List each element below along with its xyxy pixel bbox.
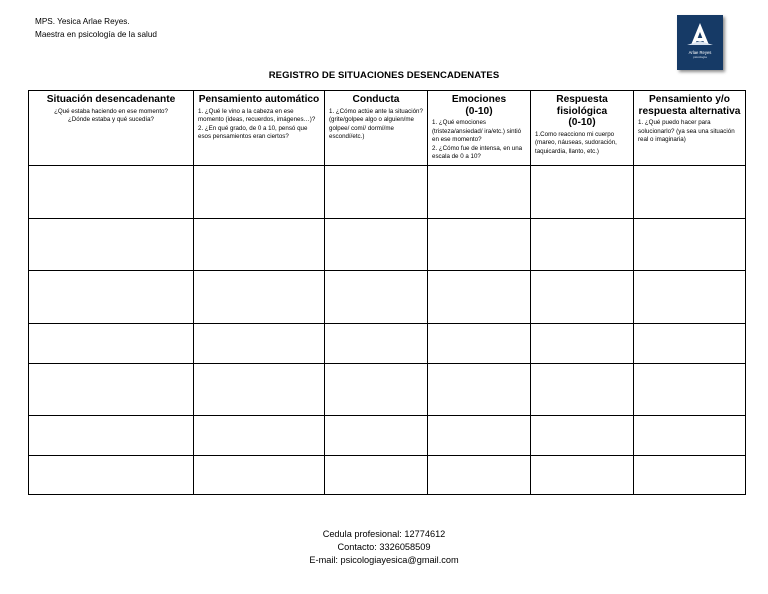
entry-cell[interactable] [634,416,746,456]
entry-cell[interactable] [194,219,325,271]
entry-cell[interactable] [29,324,194,364]
column-description: ¿Qué estaba haciendo en ese momento? ¿Dónde estaba y qué sucedía? [54,107,168,124]
entry-cell[interactable] [634,271,746,324]
entry-cell[interactable] [29,271,194,324]
entry-cell[interactable] [29,456,194,495]
author-name: MPS. Yesica Arlae Reyes. [35,17,130,26]
entry-cell[interactable] [634,219,746,271]
entry-cell[interactable] [194,416,325,456]
table-body [29,166,746,495]
column-title: Conducta [352,94,400,105]
entry-cell[interactable] [325,364,428,416]
entry-cell[interactable] [531,166,634,219]
entry-cell[interactable] [325,416,428,456]
registro-table [28,90,746,495]
contact-phone: Contacto: 3326058509 [337,542,431,552]
entry-cell[interactable] [29,364,194,416]
entry-cell[interactable] [428,166,531,219]
logo-subtitle: psicología [693,55,707,59]
entry-cell[interactable] [634,456,746,495]
contact-footer [0,528,768,567]
column-title: Pensamiento automático [198,94,320,105]
column-description: 1.Como reacciono mi cuerpo (mareo, náuseas, sudoración, taquicardia, llanto, etc.) [535,130,617,155]
entry-cell[interactable] [325,219,428,271]
column-header-pensamiento [194,91,325,166]
column-title: Pensamiento y/o [649,94,730,105]
column-subtitle: respuesta alternativa [638,105,741,117]
column-title: Emociones [451,94,507,105]
entry-cell[interactable] [428,416,531,456]
entry-cell[interactable] [531,324,634,364]
entry-cell[interactable] [531,416,634,456]
column-subtitle: (0-10) [568,117,596,128]
entry-cell[interactable] [194,364,325,416]
table-row [29,219,746,271]
entry-cell[interactable] [194,166,325,219]
document-title: REGISTRO DE SITUACIONES DESENCADENATES [268,70,500,81]
entry-cell[interactable] [531,219,634,271]
entry-cell[interactable] [325,271,428,324]
entry-cell[interactable] [194,324,325,364]
table-row [29,456,746,495]
entry-cell[interactable] [325,456,428,495]
cedula-text: Cedula profesional: 12774612 [322,529,446,539]
author-block [35,15,157,41]
column-header-emociones [428,91,531,166]
column-header-conducta [325,91,428,166]
column-description: 1. ¿Qué emociones (tristeza/ansiedad/ ira/etc.) sintió en ese momento? 2. ¿Cómo fue de intensa, en una escala de 0 a 10? [432,119,523,161]
entry-cell[interactable] [531,456,634,495]
entry-cell[interactable] [634,166,746,219]
column-description: 1. ¿Qué le vino a la cabeza en ese momento (ideas, recuerdos, imágenes…)? 2. ¿En qué grado, de 0 a 10, pensó que esos pensamientos eran ciertos? [198,107,316,141]
table-row [29,166,746,219]
column-subtitle: (0-10) [465,105,493,117]
table-header-row [29,91,746,166]
entry-cell[interactable] [325,166,428,219]
column-header-situacion [29,91,194,166]
entry-cell[interactable] [428,219,531,271]
contact-email[interactable]: E-mail: psicologiayesica@gmail.com [309,555,459,565]
entry-cell[interactable] [428,456,531,495]
table-row [29,271,746,324]
brand-logo [677,15,723,70]
entry-cell[interactable] [428,324,531,364]
entry-cell[interactable] [29,416,194,456]
entry-cell[interactable] [428,364,531,416]
entry-cell[interactable] [194,456,325,495]
logo-name: Arlae Reyes [688,50,712,55]
entry-cell[interactable] [29,166,194,219]
table-row [29,324,746,364]
entry-cell[interactable] [325,324,428,364]
column-title: Respuesta fisiológica [556,94,608,117]
entry-cell[interactable] [428,271,531,324]
entry-cell[interactable] [634,324,746,364]
logo-a-icon [677,21,723,49]
table-row [29,416,746,456]
column-description: 1. ¿Qué puedo hacer para solucionarlo? (ya sea una situación real o imaginaria) [638,119,735,144]
entry-cell[interactable] [531,364,634,416]
entry-cell[interactable] [194,271,325,324]
entry-cell[interactable] [531,271,634,324]
column-description: 1. ¿Cómo actúe ante la situación? (grite/golpee algo o alguien/me golpee/ comí/ dormí/me escondí/etc.) [329,107,423,141]
author-profession: Maestra en psicología de la salud [35,30,157,39]
column-header-pensamiento-alternativo [634,91,746,166]
entry-cell[interactable] [634,364,746,416]
table-row [29,364,746,416]
entry-cell[interactable] [29,219,194,271]
column-title: Situación desencadenante [46,94,176,105]
column-header-respuesta-fisiologica [531,91,634,166]
